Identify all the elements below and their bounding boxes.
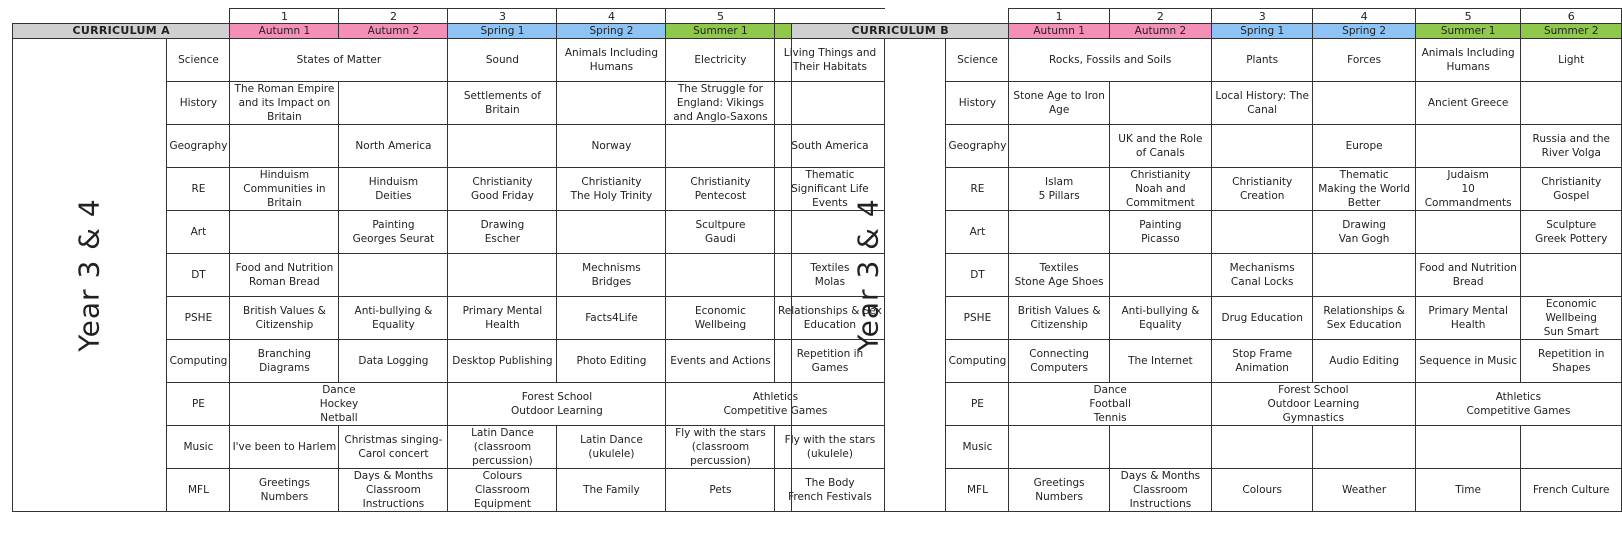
blank-corner <box>13 9 230 24</box>
curriculum-a-table <box>12 8 885 512</box>
topic-cell: Athletics Competitive Games <box>666 383 885 426</box>
topic-cell: Hinduism Deities <box>339 168 448 211</box>
topic-cell: Thematic Significant Life Events <box>775 168 885 211</box>
column-number: 3 <box>448 9 557 24</box>
term-header: Spring 1 <box>448 24 557 39</box>
topic-cell <box>1313 82 1415 125</box>
topic-cell: Pets <box>666 469 775 512</box>
topic-cell: Primary Mental Health <box>1415 297 1521 340</box>
topic-cell: Latin Dance (ukulele) <box>557 426 666 469</box>
topic-cell: Relationships & Sex Education <box>1313 297 1415 340</box>
subject-label: RE <box>167 168 230 211</box>
topic-cell: North America <box>339 125 448 168</box>
topic-cell <box>230 211 339 254</box>
term-header-row <box>792 24 1622 39</box>
topic-cell <box>1521 426 1622 469</box>
topic-cell: Forest School Outdoor Learning <box>448 383 666 426</box>
column-number: 6 <box>1521 9 1622 24</box>
topic-cell: Animals Including Humans <box>557 39 666 82</box>
topic-cell <box>1415 426 1521 469</box>
subject-row <box>792 39 1622 82</box>
topic-cell: Food and Nutrition Bread <box>1415 254 1521 297</box>
topic-cell: Christianity Creation <box>1211 168 1312 211</box>
blank-corner <box>792 9 1009 24</box>
term-header: Autumn 2 <box>1109 24 1211 39</box>
column-number: 4 <box>557 9 666 24</box>
topic-cell <box>1009 211 1109 254</box>
topic-cell: Islam 5 Pillars <box>1009 168 1109 211</box>
topic-cell <box>1415 125 1521 168</box>
topic-cell: Food and Nutrition Roman Bread <box>230 254 339 297</box>
topic-cell: Painting Picasso <box>1109 211 1211 254</box>
topic-cell: Textiles Molas <box>775 254 885 297</box>
topic-cell: Scultpure Gaudi <box>666 211 775 254</box>
topic-cell: Data Logging <box>339 340 448 383</box>
topic-cell <box>448 125 557 168</box>
term-header: Autumn 2 <box>339 24 448 39</box>
topic-cell <box>1313 254 1415 297</box>
topic-cell: I've been to Harlem <box>230 426 339 469</box>
year-label <box>792 39 946 512</box>
subject-label: DT <box>167 254 230 297</box>
topic-cell: UK and the Role of Canals <box>1109 125 1211 168</box>
topic-cell: Colours <box>1211 469 1312 512</box>
column-number: 4 <box>1313 9 1415 24</box>
topic-cell <box>230 125 339 168</box>
curriculum-title: CURRICULUM A <box>13 24 230 39</box>
topic-cell: Russia and the River Volga <box>1521 125 1622 168</box>
topic-cell: Anti-bullying & Equality <box>339 297 448 340</box>
topic-cell: Time <box>1415 469 1521 512</box>
topic-cell: Drug Education <box>1211 297 1312 340</box>
subject-label: Science <box>946 39 1009 82</box>
topic-cell: Athletics Competitive Games <box>1415 383 1621 426</box>
term-header: Spring 2 <box>557 24 666 39</box>
topic-cell <box>666 254 775 297</box>
topic-cell: Textiles Stone Age Shoes <box>1009 254 1109 297</box>
topic-cell: The Body French Festivals <box>775 469 885 512</box>
topic-cell: Greetings Numbers <box>1009 469 1109 512</box>
subject-label: History <box>946 82 1009 125</box>
topic-cell <box>1211 125 1312 168</box>
year-label <box>13 39 167 512</box>
topic-cell: Economic Wellbeing Sun Smart <box>1521 297 1622 340</box>
term-header: Summer 2 <box>1521 24 1622 39</box>
subject-label: RE <box>946 168 1009 211</box>
topic-cell: Colours Classroom Equipment <box>448 469 557 512</box>
topic-cell: Branching Diagrams <box>230 340 339 383</box>
topic-cell <box>1009 426 1109 469</box>
term-header: Autumn 1 <box>230 24 339 39</box>
topic-cell: Plants <box>1211 39 1312 82</box>
topic-cell: Sound <box>448 39 557 82</box>
subject-label: PE <box>946 383 1009 426</box>
topic-cell: Christianity Pentecost <box>666 168 775 211</box>
topic-cell: States of Matter <box>230 39 448 82</box>
topic-cell: Local History: The Canal <box>1211 82 1312 125</box>
topic-cell: Mechnisms Bridges <box>557 254 666 297</box>
topic-cell <box>1521 82 1622 125</box>
topic-cell: Painting Georges Seurat <box>339 211 448 254</box>
topic-cell: Days & Months Classroom Instructions <box>339 469 448 512</box>
topic-cell: Events and Actions <box>666 340 775 383</box>
topic-cell: The Internet <box>1109 340 1211 383</box>
topic-cell: Christianity The Holy Trinity <box>557 168 666 211</box>
topic-cell: Thematic Making the World Better <box>1313 168 1415 211</box>
column-number: 1 <box>1009 9 1109 24</box>
column-number: 5 <box>1415 9 1521 24</box>
topic-cell: Sculpture Greek Pottery <box>1521 211 1622 254</box>
subject-label: PSHE <box>946 297 1009 340</box>
topic-cell: Primary Mental Health <box>448 297 557 340</box>
term-header: Autumn 1 <box>1009 24 1109 39</box>
topic-cell: Weather <box>1313 469 1415 512</box>
topic-cell: Electricity <box>666 39 775 82</box>
topic-cell <box>666 125 775 168</box>
subject-label: Music <box>167 426 230 469</box>
term-header: Spring 1 <box>1211 24 1312 39</box>
subject-label: PE <box>167 383 230 426</box>
topic-cell: Relationships & Sex Education <box>775 297 885 340</box>
topic-cell: Sequence in Music <box>1415 340 1521 383</box>
topic-cell: Connecting Computers <box>1009 340 1109 383</box>
column-number: 3 <box>1211 9 1312 24</box>
topic-cell: British Values & Citizenship <box>1009 297 1109 340</box>
topic-cell: Days & Months Classroom Instructions <box>1109 469 1211 512</box>
topic-cell: Europe <box>1313 125 1415 168</box>
subject-label: MFL <box>946 469 1009 512</box>
topic-cell <box>1313 426 1415 469</box>
topic-cell <box>1109 82 1211 125</box>
topic-cell: Stop Frame Animation <box>1211 340 1312 383</box>
column-number-row <box>792 9 1622 24</box>
subject-label: Computing <box>946 340 1009 383</box>
topic-cell: Facts4Life <box>557 297 666 340</box>
topic-cell <box>1109 254 1211 297</box>
topic-cell: Greetings Numbers <box>230 469 339 512</box>
topic-cell: Forest School Outdoor Learning Gymnastics <box>1211 383 1415 426</box>
subject-label: Geography <box>167 125 230 168</box>
column-number: 5 <box>666 9 775 24</box>
topic-cell: The Family <box>557 469 666 512</box>
topic-cell: Repetition in Shapes <box>1521 340 1622 383</box>
topic-cell: Rocks, Fossils and Soils <box>1009 39 1212 82</box>
topic-cell: Animals Including Humans <box>1415 39 1521 82</box>
column-number-row <box>13 9 885 24</box>
topic-cell: Christianity Good Friday <box>448 168 557 211</box>
topic-cell <box>1009 125 1109 168</box>
topic-cell <box>557 82 666 125</box>
topic-cell: Economic Wellbeing <box>666 297 775 340</box>
topic-cell <box>1109 426 1211 469</box>
topic-cell: British Values & Citizenship <box>230 297 339 340</box>
subject-label: Computing <box>167 340 230 383</box>
topic-cell <box>1521 254 1622 297</box>
topic-cell: Photo Editing <box>557 340 666 383</box>
topic-cell: Living Things and Their Habitats <box>775 39 885 82</box>
topic-cell: Fly with the stars (ukulele) <box>775 426 885 469</box>
topic-cell: Ancient Greece <box>1415 82 1521 125</box>
term-header: Summer 1 <box>666 24 775 39</box>
subject-label: History <box>167 82 230 125</box>
subject-label: Music <box>946 426 1009 469</box>
subject-label: Art <box>167 211 230 254</box>
topic-cell: Drawing Van Gogh <box>1313 211 1415 254</box>
subject-label: DT <box>946 254 1009 297</box>
topic-cell: Anti-bullying & Equality <box>1109 297 1211 340</box>
column-number: 2 <box>339 9 448 24</box>
topic-cell <box>557 211 666 254</box>
topic-cell: Christmas singing- Carol concert <box>339 426 448 469</box>
subject-label: MFL <box>167 469 230 512</box>
topic-cell: The Struggle for England: Vikings and Anglo-Saxons <box>666 82 775 125</box>
topic-cell: Fly with the stars (classroom percussion) <box>666 426 775 469</box>
topic-cell: Dance Hockey Netball <box>230 383 448 426</box>
topic-cell: Latin Dance (classroom percussion) <box>448 426 557 469</box>
topic-cell <box>1211 211 1312 254</box>
topic-cell <box>339 82 448 125</box>
topic-cell: Audio Editing <box>1313 340 1415 383</box>
subject-label: Science <box>167 39 230 82</box>
topic-cell <box>339 254 448 297</box>
topic-cell: Mechanisms Canal Locks <box>1211 254 1312 297</box>
column-number: 1 <box>230 9 339 24</box>
subject-label: Geography <box>946 125 1009 168</box>
topic-cell <box>448 254 557 297</box>
topic-cell: Desktop Publishing <box>448 340 557 383</box>
curriculum-b-table <box>791 8 1622 512</box>
year-label-text: Year 3 & 4 <box>72 198 106 352</box>
column-number: 2 <box>1109 9 1211 24</box>
term-header: Summer 1 <box>1415 24 1521 39</box>
term-header: Spring 2 <box>1313 24 1415 39</box>
topic-cell: Drawing Escher <box>448 211 557 254</box>
topic-cell: Christianity Gospel <box>1521 168 1622 211</box>
topic-cell: Hinduism Communities in Britain <box>230 168 339 211</box>
topic-cell: French Culture <box>1521 469 1622 512</box>
subject-label: PSHE <box>167 297 230 340</box>
topic-cell: Light <box>1521 39 1622 82</box>
topic-cell: Judaism 10 Commandments <box>1415 168 1521 211</box>
topic-cell: Stone Age to Iron Age <box>1009 82 1109 125</box>
topic-cell: Settlements of Britain <box>448 82 557 125</box>
year-label-text: Year 3 & 4 <box>851 198 885 352</box>
topic-cell: South America <box>775 125 885 168</box>
curriculum-title: CURRICULUM B <box>792 24 1009 39</box>
topic-cell: Norway <box>557 125 666 168</box>
topic-cell: The Roman Empire and its Impact on Britain <box>230 82 339 125</box>
topic-cell <box>1211 426 1312 469</box>
subject-label: Art <box>946 211 1009 254</box>
topic-cell <box>1415 211 1521 254</box>
topic-cell: Christianity Noah and Commitment <box>1109 168 1211 211</box>
topic-cell: Repetition in Games <box>775 340 885 383</box>
term-header-row <box>13 24 885 39</box>
topic-cell: Dance Football Tennis <box>1009 383 1212 426</box>
topic-cell: Forces <box>1313 39 1415 82</box>
subject-row <box>13 39 885 82</box>
